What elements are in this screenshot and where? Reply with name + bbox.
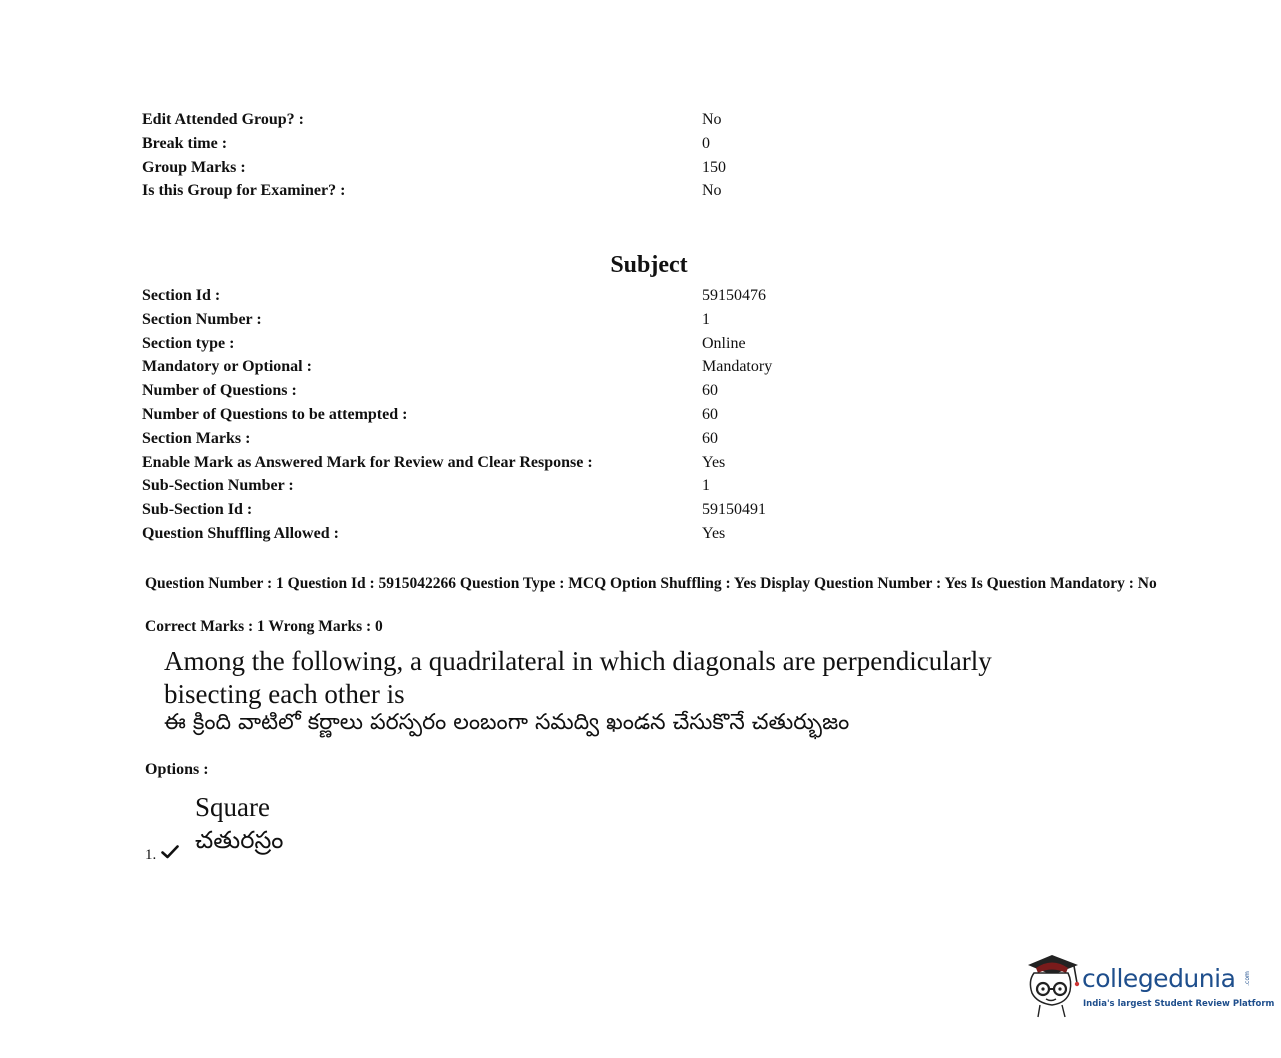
section-info-row xyxy=(142,451,842,475)
section-info-row xyxy=(142,308,842,332)
field-label: Break time : xyxy=(142,134,228,152)
watermark-logo xyxy=(1022,951,1275,1021)
field-value: Yes xyxy=(702,524,726,542)
group-info-table xyxy=(142,108,842,203)
brand-tagline: India's largest Student Review Platform xyxy=(1083,999,1275,1009)
question-marks: Correct Marks : 1 Wrong Marks : 0 xyxy=(145,618,383,635)
field-value: 60 xyxy=(702,405,718,423)
section-info-row xyxy=(142,474,842,498)
field-value: Online xyxy=(702,334,746,352)
section-info-row xyxy=(142,522,842,546)
field-value: No xyxy=(702,182,722,200)
option-text-english: Square xyxy=(195,792,270,822)
field-value: 0 xyxy=(702,134,710,152)
section-info-row xyxy=(142,427,842,451)
section-info-row xyxy=(142,332,842,356)
field-label: Number of Questions : xyxy=(142,382,297,400)
field-value: Mandatory xyxy=(702,358,773,376)
field-label: Section Id : xyxy=(142,287,221,304)
field-label: Section Marks : xyxy=(142,429,251,447)
field-value: 1 xyxy=(702,310,710,328)
field-label: Sub-Section Id : xyxy=(142,501,253,519)
field-label: Mandatory or Optional : xyxy=(142,358,312,376)
field-value: 59150476 xyxy=(702,287,766,304)
group-info-row xyxy=(142,132,842,156)
field-value: No xyxy=(702,111,722,128)
correct-check-icon xyxy=(161,845,179,859)
field-label: Edit Attended Group? : xyxy=(142,111,304,128)
field-value: Yes xyxy=(702,453,726,471)
mascot-logo-icon xyxy=(1022,951,1082,1021)
group-info-row xyxy=(142,179,842,203)
section-info-row xyxy=(142,403,842,427)
field-label: Sub-Section Number : xyxy=(142,477,294,495)
field-label: Is this Group for Examiner? : xyxy=(142,182,346,200)
group-info-row xyxy=(142,156,842,180)
brand-name: collegedunia xyxy=(1082,964,1236,993)
field-value: 59150491 xyxy=(702,501,766,519)
field-value: 1 xyxy=(702,477,710,495)
option-text-telugu: చతురస్రం xyxy=(195,826,284,854)
field-label: Group Marks : xyxy=(142,158,246,176)
field-value: 60 xyxy=(702,382,718,400)
field-label: Enable Mark as Answered Mark for Review and Clear Response : xyxy=(142,453,593,471)
section-info-row xyxy=(142,284,842,308)
field-value: 150 xyxy=(702,158,726,176)
question-text-english: Among the following, a quadrilateral in which diagonals are perpendicularly bisecting each other is xyxy=(164,646,992,709)
brand-domain: .com xyxy=(1243,971,1251,986)
field-label: Question Shuffling Allowed : xyxy=(142,524,339,542)
section-info-row xyxy=(142,355,842,379)
option-number: 1. xyxy=(145,847,157,863)
options-label: Options : xyxy=(145,761,209,778)
group-info-row xyxy=(142,108,842,132)
section-info-row xyxy=(142,498,842,522)
question-meta: Question Number : 1 Question Id : 5915042266 Question Type : MCQ Option Shuffling : Yes Display Question Number : Yes Is Question Mandatory : No xyxy=(145,575,1157,592)
section-heading: Subject xyxy=(610,252,688,278)
field-label: Section Number : xyxy=(142,310,262,328)
section-info-table xyxy=(142,284,842,546)
section-info-row xyxy=(142,379,842,403)
field-value: 60 xyxy=(702,429,718,447)
question-text-telugu: ఈ క్రింది వాటిలో కర్ణాలు పరస్పరం లంబంగా సమద్వి ఖండన చేసుకొనే చతుర్భుజం xyxy=(164,710,850,735)
field-label: Section type : xyxy=(142,334,235,352)
field-label: Number of Questions to be attempted : xyxy=(142,405,408,423)
